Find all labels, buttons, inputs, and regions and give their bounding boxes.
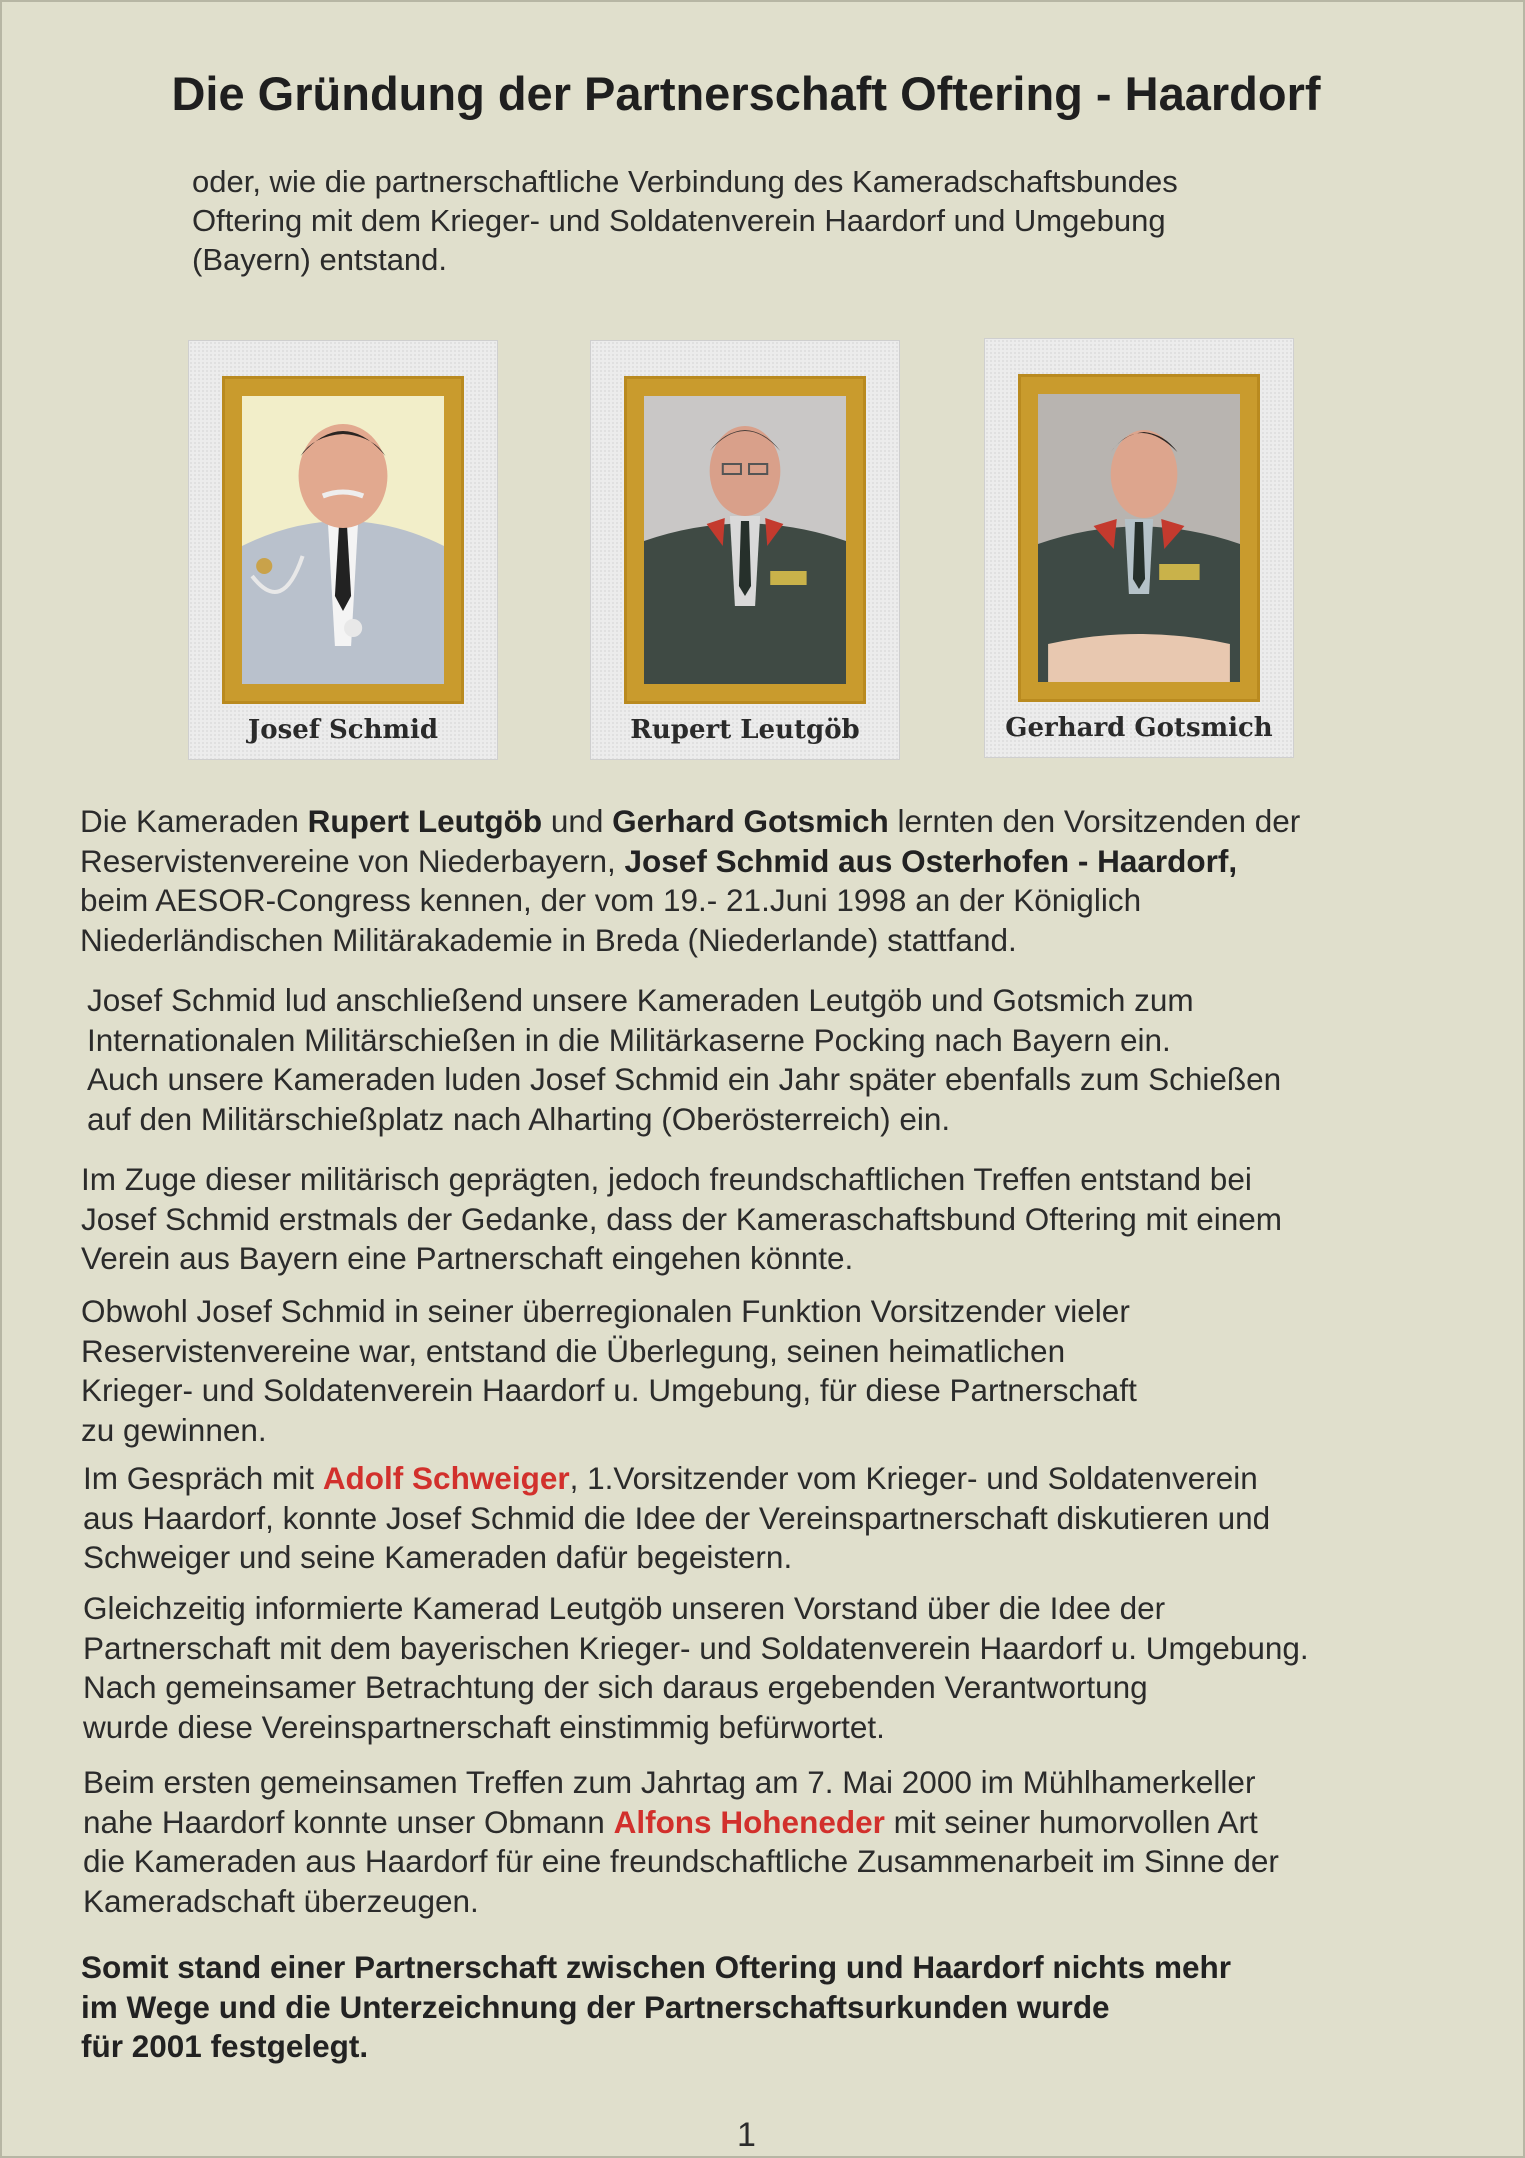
name-adolf-schweiger: Adolf Schweiger bbox=[322, 1460, 570, 1496]
text: lernten den Vorsitzenden der bbox=[888, 803, 1301, 839]
text-line: im Wege und die Unterzeichnung der Partnerschaftsurkunden wurde bbox=[81, 1988, 1110, 2025]
page-title: Die Gründung der Partnerschaft Oftering - Haardorf bbox=[171, 67, 1321, 120]
text-line bbox=[80, 842, 1300, 882]
name-alfons-hoheneder: Alfons Hoheneder bbox=[613, 1803, 885, 1840]
text-line: beim AESOR-Congress kennen, der vom 19.- 21.Juni 1998 an der Königlich bbox=[80, 882, 1142, 918]
subtitle bbox=[192, 162, 1392, 279]
text-line: Gleichzeitig informierte Kamerad Leutgöb unseren Vorstand über die Idee der bbox=[83, 1590, 1166, 1626]
name-gerhard-gotsmich: Gerhard Gotsmich bbox=[612, 803, 889, 839]
text-line: für 2001 festgelegt. bbox=[81, 2028, 369, 2064]
text-line: Verein aus Bayern eine Partnerschaft eingehen könnte. bbox=[81, 1240, 854, 1276]
text: nahe Haardorf konnte unser Obmann bbox=[83, 1803, 614, 1840]
text-line bbox=[80, 802, 1300, 842]
text-line: zu gewinnen. bbox=[81, 1411, 267, 1448]
text-line: Krieger- und Soldatenverein Haardorf u. Umgebung, für diese Partnerschaft bbox=[81, 1372, 1137, 1408]
paragraph-1 bbox=[80, 802, 1300, 960]
text-line: Josef Schmid erstmals der Gedanke, dass der Kameraschaftsbund Oftering mit einem bbox=[81, 1200, 1283, 1237]
text-line: Beim ersten gemeinsamen Treffen zum Jahrtag am 7. Mai 2000 im Mühlhamerkeller bbox=[83, 1764, 1256, 1800]
text-line: Kameradschaft überzeugen. bbox=[83, 1882, 479, 1919]
text-line: Schweiger und seine Kameraden dafür begeistern. bbox=[83, 1539, 793, 1575]
text-line: Somit stand einer Partnerschaft zwischen Oftering und Haardorf nichts mehr bbox=[81, 1949, 1231, 1985]
text: mit seiner humorvollen Art bbox=[884, 1803, 1258, 1840]
portrait-photo bbox=[644, 396, 846, 684]
text-line: Josef Schmid lud anschließend unsere Kameraden Leutgöb und Gotsmich zum bbox=[87, 982, 1194, 1018]
paragraph-7 bbox=[83, 1763, 1279, 1921]
portrait-photo bbox=[1038, 394, 1240, 682]
text-line: Internationalen Militärschießen in die Militärkaserne Pocking nach Bayern ein. bbox=[87, 1021, 1171, 1058]
text-line: Niederländischen Militärakademie in Breda (Niederlande) stattfand. bbox=[80, 921, 1017, 958]
text-line: wurde diese Vereinspartnerschaft einstimmig befürwortet. bbox=[83, 1708, 885, 1745]
text-line: auf den Militärschießplatz nach Alharting (Oberösterreich) ein. bbox=[87, 1100, 951, 1137]
gold-frame bbox=[624, 376, 866, 704]
photo-card-josef-schmid bbox=[188, 340, 498, 760]
text-line bbox=[83, 1459, 1270, 1499]
text: , 1.Vorsitzender vom Krieger- und Soldatenverein bbox=[569, 1460, 1258, 1496]
text-line: Auch unsere Kameraden luden Josef Schmid ein Jahr später ebenfalls zum Schießen bbox=[87, 1061, 1282, 1097]
text-line: Reservistenvereine war, entstand die Überlegung, seinen heimatlichen bbox=[81, 1332, 1066, 1369]
paragraph-6 bbox=[83, 1589, 1309, 1747]
paragraph-3 bbox=[81, 1160, 1282, 1279]
gold-frame bbox=[1018, 374, 1260, 702]
photo-caption: Rupert Leutgöb bbox=[630, 715, 860, 745]
portrait-photo bbox=[242, 396, 444, 684]
name-josef-schmid: Josef Schmid aus Osterhofen - Haardorf, bbox=[624, 842, 1238, 879]
paragraph-2 bbox=[87, 981, 1281, 1139]
text: Reservistenvereine von Niederbayern, bbox=[80, 842, 625, 879]
subtitle-line: Oftering mit dem Krieger- und Soldatenverein Haardorf und Umgebung bbox=[192, 203, 1166, 238]
text-line: Nach gemeinsamer Betrachtung der sich daraus ergebenden Verantwortung bbox=[83, 1669, 1148, 1705]
text-line bbox=[83, 1803, 1279, 1843]
paragraph-5 bbox=[83, 1459, 1270, 1578]
text-line: aus Haardorf, konnte Josef Schmid die Idee der Vereinspartnerschaft diskutieren und bbox=[83, 1499, 1271, 1536]
text: Im Gespräch mit bbox=[83, 1460, 323, 1496]
name-rupert-leutgoeb: Rupert Leutgöb bbox=[307, 803, 543, 839]
gold-frame bbox=[222, 376, 464, 704]
photo-caption: Gerhard Gotsmich bbox=[1005, 713, 1273, 743]
photo-card-rupert-leutgoeb bbox=[590, 340, 900, 760]
text-line: die Kameraden aus Haardorf für eine freundschaftliche Zusammenarbeit im Sinne der bbox=[83, 1843, 1279, 1879]
text: Die Kameraden bbox=[80, 803, 308, 839]
paragraph-conclusion bbox=[81, 1948, 1231, 2067]
subtitle-line: (Bayern) entstand. bbox=[192, 242, 448, 277]
subtitle-line: oder, wie die partnerschaftliche Verbindung des Kameradschaftsbundes bbox=[192, 164, 1178, 199]
paragraph-4 bbox=[81, 1292, 1137, 1450]
page-number: 1 bbox=[737, 2116, 756, 2154]
text-line: Partnerschaft mit dem bayerischen Krieger- und Soldatenverein Haardorf u. Umgebung. bbox=[83, 1629, 1309, 1666]
text-line: Im Zuge dieser militärisch geprägten, jedoch freundschaftlichen Treffen entstand bei bbox=[81, 1161, 1252, 1197]
text-line: Obwohl Josef Schmid in seiner überregionalen Funktion Vorsitzender vieler bbox=[81, 1293, 1130, 1329]
text: und bbox=[542, 803, 613, 839]
photo-caption: Josef Schmid bbox=[247, 715, 439, 745]
photo-card-gerhard-gotsmich bbox=[984, 338, 1294, 758]
